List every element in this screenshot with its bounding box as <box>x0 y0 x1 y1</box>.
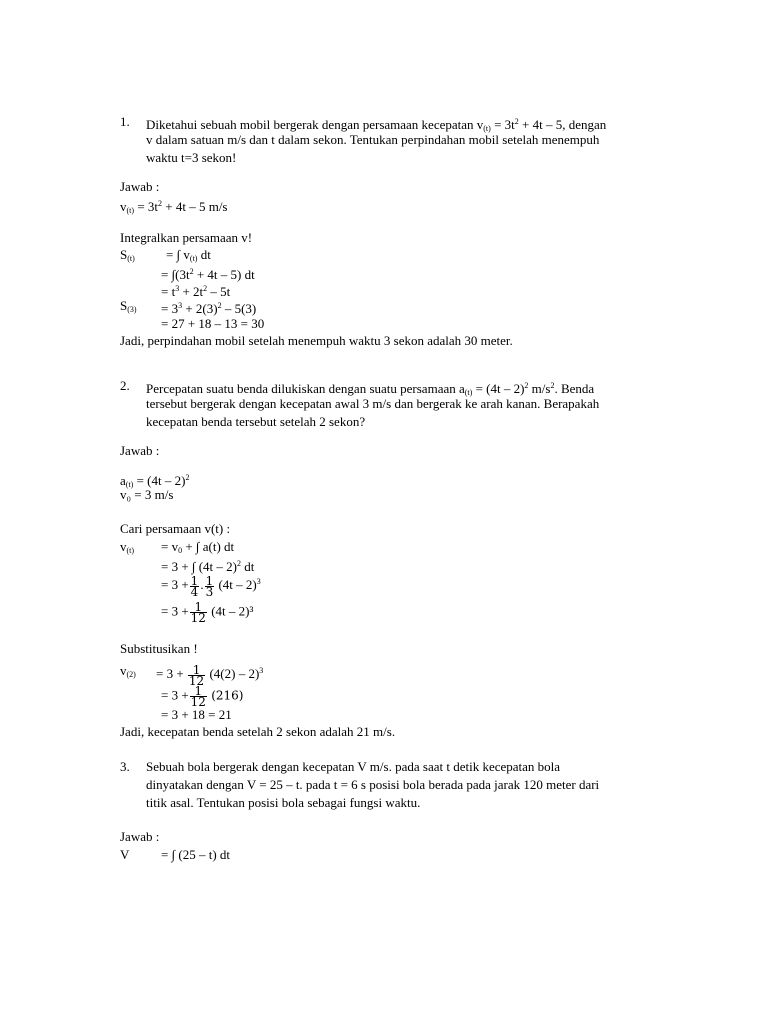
problem-1-step-title: Integralkan persamaan v! <box>120 230 253 245</box>
problem-1-line-5: = 27 + 18 – 13 = 30 <box>161 316 265 331</box>
problem-3-number: 3. <box>120 759 130 774</box>
problem-1-conclusion: Jadi, perpindahan mobil setelah menempuh waktu 3 sekon adalah 30 meter. <box>120 333 513 348</box>
problem-2-subst-line-3: = 3 + 18 = 21 <box>161 707 232 722</box>
problem-2-question-line-2: tersebut bergerak dengan kecepatan awal 3 m/s dan bergerak ke arah kanan. Berapakah <box>146 396 600 411</box>
problem-1-question-line-2: v dalam satuan m/s dan t dalam sekon. Tentukan perpindahan mobil setelah menempuh <box>146 132 600 147</box>
problem-1-s3-label: $S_{(3)}$ <box>120 298 137 314</box>
fraction: $\frac{1}{3}$ <box>205 573 214 599</box>
problem-1-given: $v_{(t)} = 3t^2 + 4t - 5$ m/s <box>120 199 228 215</box>
problem-2-question-line-1: Percepatan suatu benda dilukiskan dengan suatu persamaan $a_{(t)} = (4t - 2)^2$ $m/s^2$. Benda <box>146 381 595 397</box>
problem-1-answer-label: Jawab : <box>120 179 160 194</box>
problem-2-line-3: = 3 + $\frac{1}{4}$ . $\frac{1}{3}$ (4t – 2)$^3$ <box>161 573 261 599</box>
problem-1-s-label: $S_{(t)}$ <box>120 247 135 263</box>
problem-2-line-1: = $v_0$ + ∫ a(t) dt <box>161 539 235 555</box>
fraction: $\frac{1}{12}$ <box>190 600 206 625</box>
problem-2-line-4: = 3 + $\frac{1}{12}$ (4t – 2)³ <box>161 600 254 625</box>
problem-2-answer-label: Jawab : <box>120 443 160 458</box>
problem-3-answer-label: Jawab : <box>120 829 160 844</box>
problem-2-conclusion: Jadi, kecepatan benda setelah 2 sekon adalah 21 m/s. <box>120 724 396 739</box>
problem-3-question-line-2: dinyatakan dengan V = 25 – t. pada t = 6 s posisi bola berada pada jarak 120 meter dari <box>146 777 600 792</box>
problem-2-subst-title: Substitusikan ! <box>120 641 198 656</box>
problem-1-line-2: = $\int(3t^2 + 4t - 5)$ dt <box>161 267 255 282</box>
problem-2-question-line-3: kecepatan benda tersebut setelah 2 sekon? <box>146 414 366 429</box>
problem-1-line-1: = ∫ $v_{(t)}$ dt <box>166 247 211 263</box>
problem-1-line-4: = $3^3 + 2(3)^2 - 5(3)$ <box>161 301 257 316</box>
problem-2-v-label: $v_{(t)}$ <box>120 539 135 555</box>
problem-3-line-1: = ∫ (25 – t) dt <box>161 847 231 862</box>
problem-2-line-2: = 3 + ∫ (4t – 2)$^2$ dt <box>161 559 255 574</box>
problem-2-subst-line-1: = 3 + $\frac{1}{12}$ (4(2) – 2)$^3$ <box>156 662 264 688</box>
problem-2-given-v0: v₀ = 3 m/s <box>120 487 174 502</box>
problem-3-v-label: V <box>120 847 130 862</box>
problem-1-number: 1. <box>120 114 130 129</box>
problem-1-question-line-1: Diketahui sebuah mobil bergerak dengan persamaan kecepatan $v_{(t)} = 3t^2 + 4t - 5$, dengan <box>146 117 607 133</box>
problem-1-line-3: = $t^3 + 2t^2 - 5t$ <box>161 284 231 299</box>
problem-2-subst-line-2: = 3 + $\frac{1}{12}$ (216) <box>161 684 244 709</box>
problem-2-given-a: $a_{(t)} = (4t - 2)^2$ <box>120 473 190 489</box>
fraction: $\frac{1}{4}$ <box>190 573 199 599</box>
problem-3-question-line-1: Sebuah bola bergerak dengan kecepatan V m/s. pada saat t detik kecepatan bola <box>146 759 561 774</box>
problem-2-v2-label: $v_{(2)}$ <box>120 663 136 679</box>
problem-1-question-line-3: waktu t=3 sekon! <box>146 150 237 165</box>
fraction: $\frac{1}{12}$ <box>190 684 206 709</box>
problem-3-question-line-3: titik asal. Tentukan posisi bola sebagai fungsi waktu. <box>146 795 421 810</box>
problem-2-number: 2. <box>120 378 130 393</box>
fraction: $\frac{1}{12}$ <box>188 662 205 688</box>
problem-2-step-title: Cari persamaan v(t) : <box>120 521 231 536</box>
